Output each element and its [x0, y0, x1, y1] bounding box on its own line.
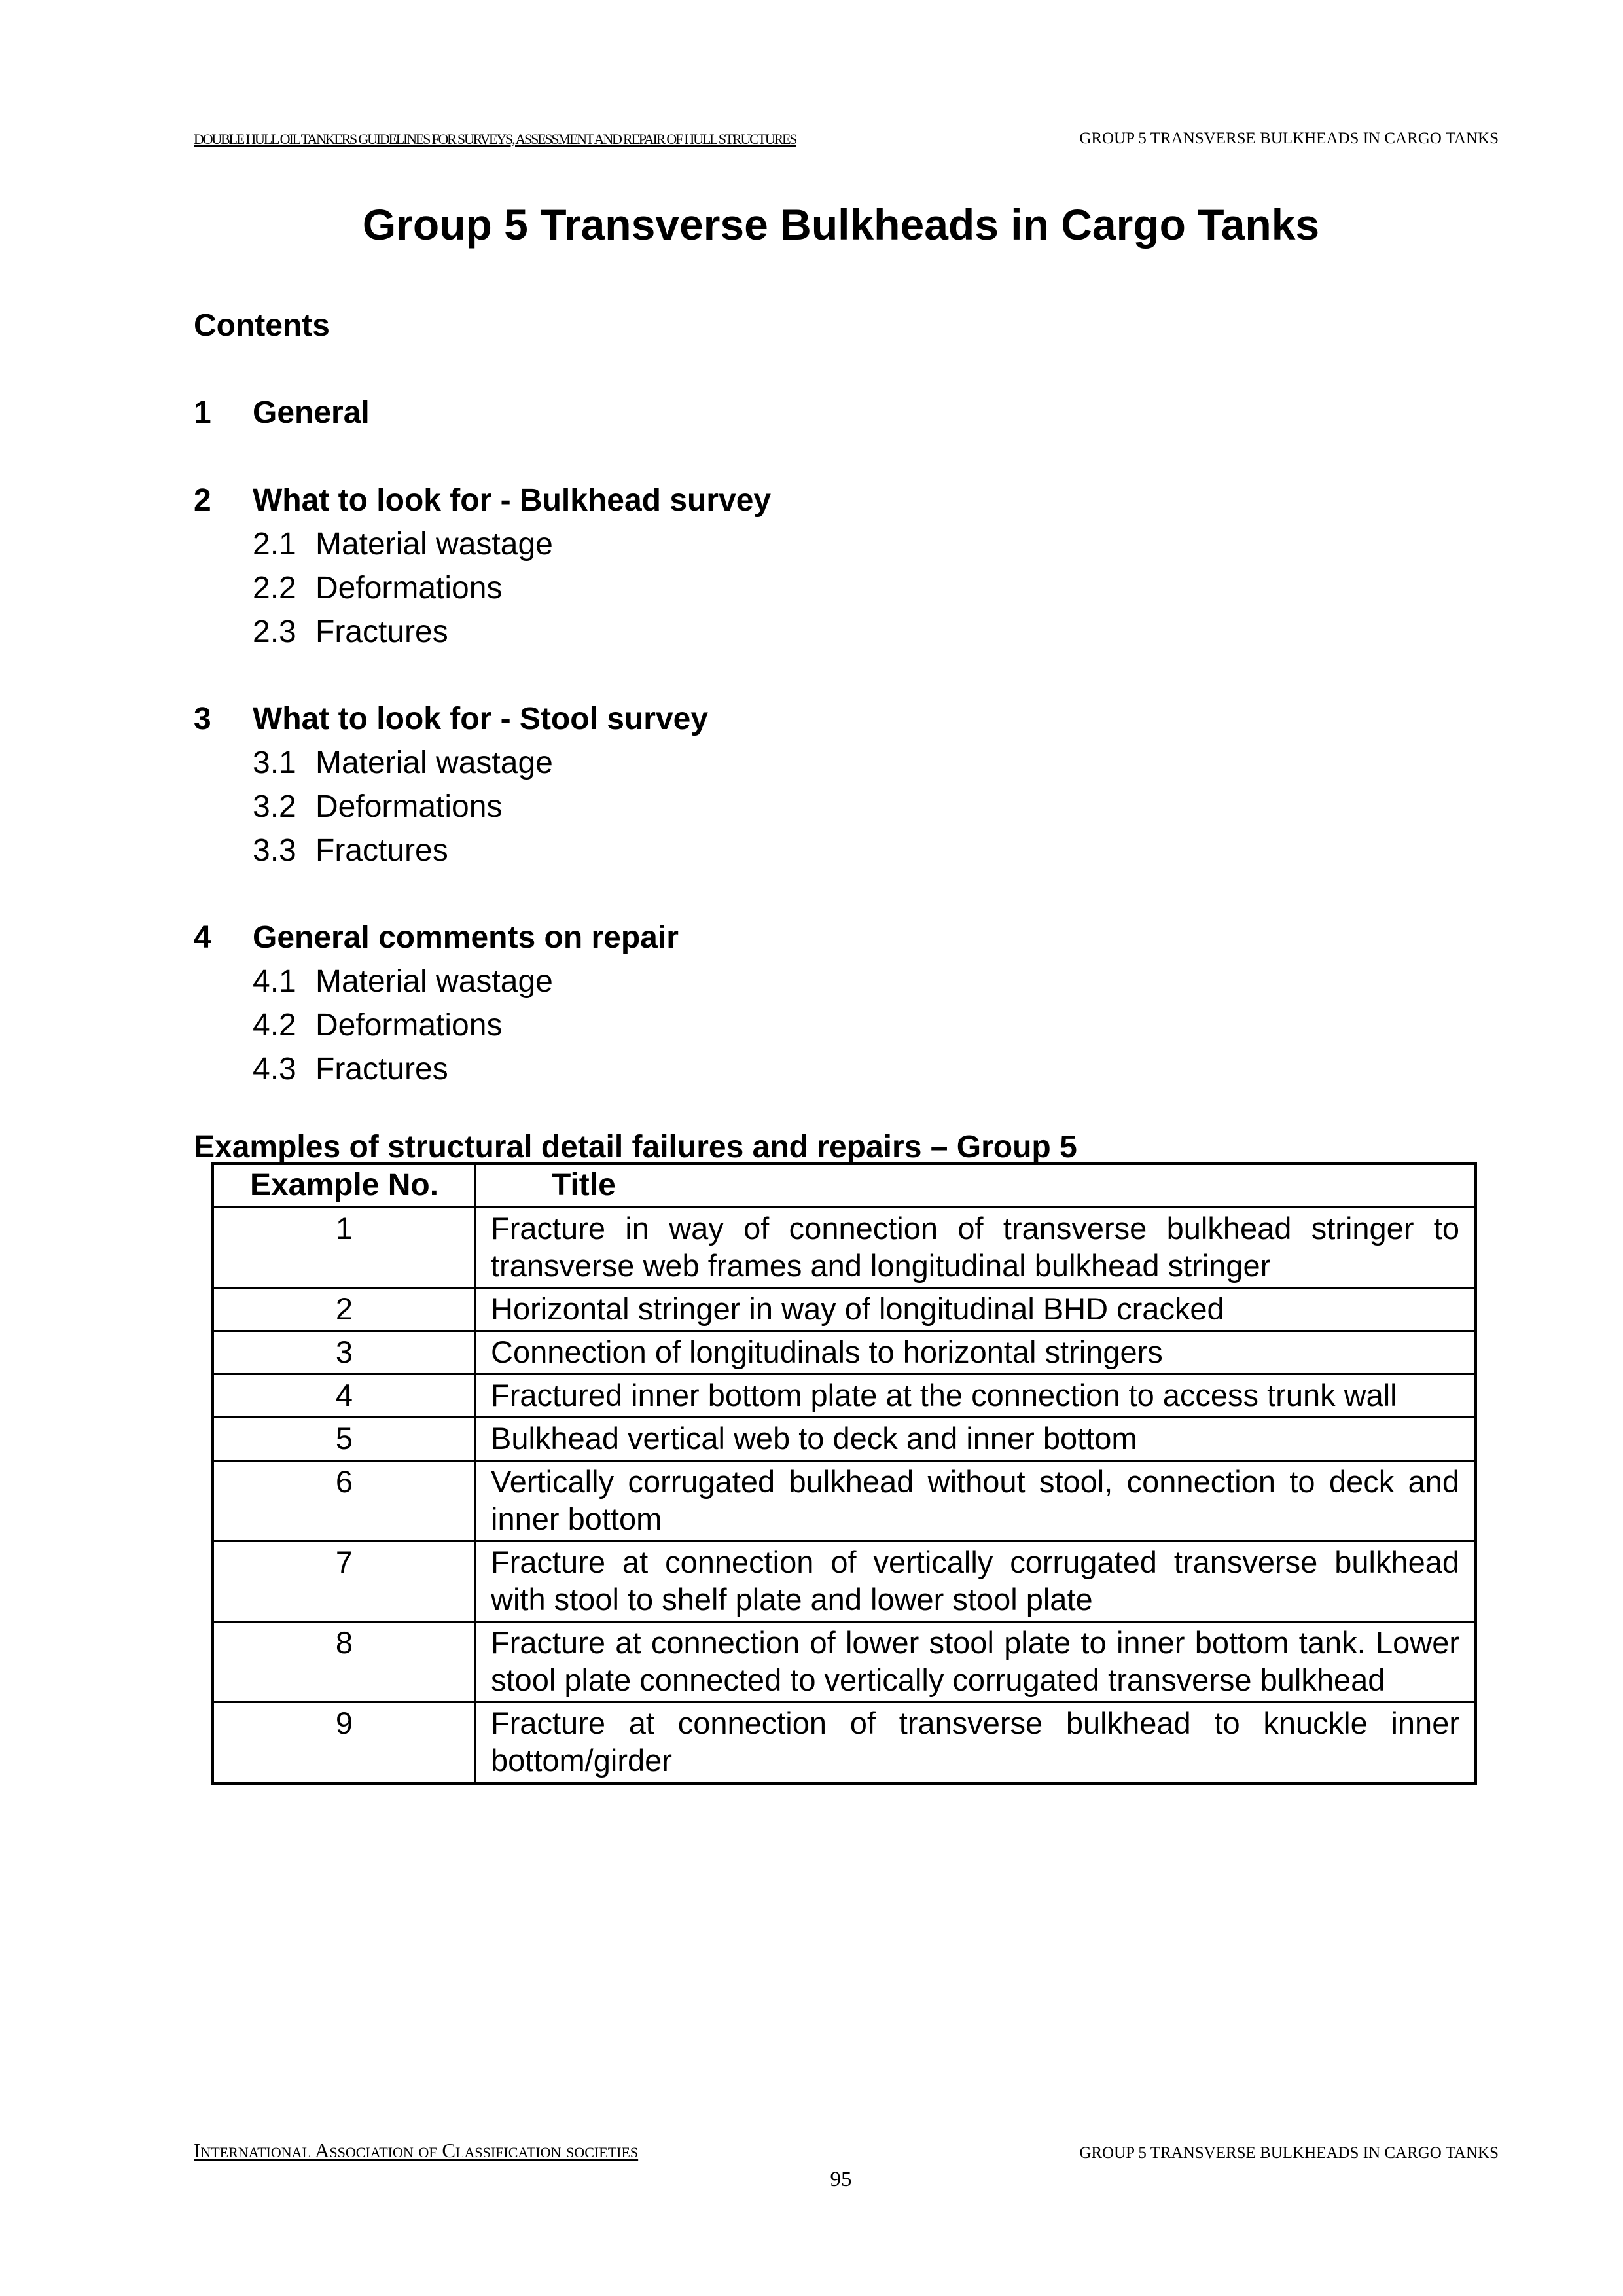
toc-section-number: 1: [194, 395, 211, 430]
toc-subsection: [253, 789, 502, 825]
table-row: [213, 1541, 1476, 1622]
toc-section: [194, 920, 679, 956]
toc-subsection-number: 4.3: [253, 1052, 296, 1086]
example-number: 1: [213, 1208, 476, 1288]
toc-subsection: [253, 833, 448, 869]
example-title: Vertically corrugated bulkhead without stool, connection to deck and inner bottom: [476, 1461, 1476, 1541]
contents-heading: Contents: [194, 308, 330, 343]
page-number: 95: [830, 2168, 852, 2191]
toc-subsection-label: Deformations: [315, 571, 503, 605]
example-number: 7: [213, 1541, 476, 1622]
header-chapter-title: GROUP 5 TRANSVERSE BULKHEADS IN CARGO TANKS: [1079, 130, 1499, 147]
toc-subsection-label: Deformations: [315, 1008, 503, 1043]
toc-subsection-number: 4.1: [253, 964, 296, 999]
table-row: [213, 1622, 1476, 1702]
toc-subsection-number: 2.2: [253, 571, 296, 605]
toc-section-label: What to look for - Bulkhead survey: [253, 483, 772, 518]
toc-subsection-number: 2.1: [253, 527, 296, 562]
toc-section: [194, 482, 771, 518]
footer-chapter-title: GROUP 5 TRANSVERSE BULKHEADS IN CARGO TANKS: [1079, 2144, 1499, 2162]
table-row: [213, 1331, 1476, 1374]
toc-section-label: General: [253, 395, 370, 430]
toc-subsection-number: 3.2: [253, 789, 296, 824]
table-row: [213, 1418, 1476, 1461]
column-header-title: Title: [476, 1164, 1476, 1208]
toc-subsection-label: Material wastage: [315, 527, 553, 562]
toc-section-number: 3: [194, 702, 211, 736]
example-title: Horizontal stringer in way of longitudinal BHD cracked: [476, 1288, 1476, 1331]
toc-subsection: [253, 963, 553, 999]
examples-heading: Examples of structural detail failures and repairs – Group 5: [194, 1130, 1077, 1164]
toc-section: [194, 395, 370, 431]
toc-subsection-number: 3.1: [253, 745, 296, 780]
table-row: [213, 1288, 1476, 1331]
toc-subsection-label: Fractures: [315, 833, 448, 868]
example-title: Fractured inner bottom plate at the connection to access trunk wall: [476, 1374, 1476, 1418]
example-number: 9: [213, 1702, 476, 1784]
toc-subsection-number: 2.3: [253, 615, 296, 649]
toc-subsection-number: 3.3: [253, 833, 296, 868]
example-title: Fracture at connection of lower stool plate to inner bottom tank. Lower stool plate connected to vertically corrugated transverse bulkhead: [476, 1622, 1476, 1702]
example-title: Bulkhead vertical web to deck and inner bottom: [476, 1418, 1476, 1461]
toc-section-number: 4: [194, 920, 211, 955]
toc-subsection: [253, 526, 553, 562]
toc-subsection-label: Deformations: [315, 789, 503, 824]
toc-subsection-number: 4.2: [253, 1008, 296, 1043]
example-title: Fracture at connection of vertically corrugated transverse bulkhead with stool to shelf plate and lower stool plate: [476, 1541, 1476, 1622]
example-number: 6: [213, 1461, 476, 1541]
example-title: Fracture at connection of transverse bulkhead to knuckle inner bottom/girder: [476, 1702, 1476, 1784]
example-title: Fracture in way of connection of transverse bulkhead stringer to transverse web frames and longitudinal bulkhead stringer: [476, 1208, 1476, 1288]
column-header-example-no: Example No.: [213, 1164, 476, 1208]
toc-section-number: 2: [194, 483, 211, 518]
toc-subsection-label: Material wastage: [315, 745, 553, 780]
table-row: [213, 1702, 1476, 1784]
example-number: 5: [213, 1418, 476, 1461]
toc-section-label: What to look for - Stool survey: [253, 702, 709, 736]
toc-subsection: [253, 614, 448, 650]
example-number: 4: [213, 1374, 476, 1418]
toc-section: [194, 701, 708, 737]
page-title: Group 5 Transverse Bulkheads in Cargo Tanks: [362, 200, 1320, 249]
toc-subsection-label: Material wastage: [315, 964, 553, 999]
example-number: 8: [213, 1622, 476, 1702]
running-footer: [194, 2139, 1499, 2162]
table-row: [213, 1461, 1476, 1541]
footer-organization: International Association of Classification societies: [194, 2139, 639, 2162]
running-header: [194, 130, 1499, 148]
table-row: [213, 1208, 1476, 1288]
toc-subsection: [253, 1051, 448, 1087]
example-number: 3: [213, 1331, 476, 1374]
example-number: 2: [213, 1288, 476, 1331]
toc-subsection: [253, 745, 553, 781]
example-title: Connection of longitudinals to horizontal stringers: [476, 1331, 1476, 1374]
toc-section-label: General comments on repair: [253, 920, 679, 955]
toc-subsection: [253, 1007, 502, 1043]
header-document-title: DOUBLE HULL OIL TANKERS GUIDELINES FOR SURVEYS, ASSESSMENT AND REPAIR OF HULL STRUCTURES: [194, 131, 796, 147]
toc-subsection-label: Fractures: [315, 1052, 448, 1086]
toc-subsection: [253, 570, 502, 606]
table-header-row: [213, 1164, 1476, 1208]
examples-table: [211, 1162, 1477, 1785]
toc-subsection-label: Fractures: [315, 615, 448, 649]
table-row: [213, 1374, 1476, 1418]
